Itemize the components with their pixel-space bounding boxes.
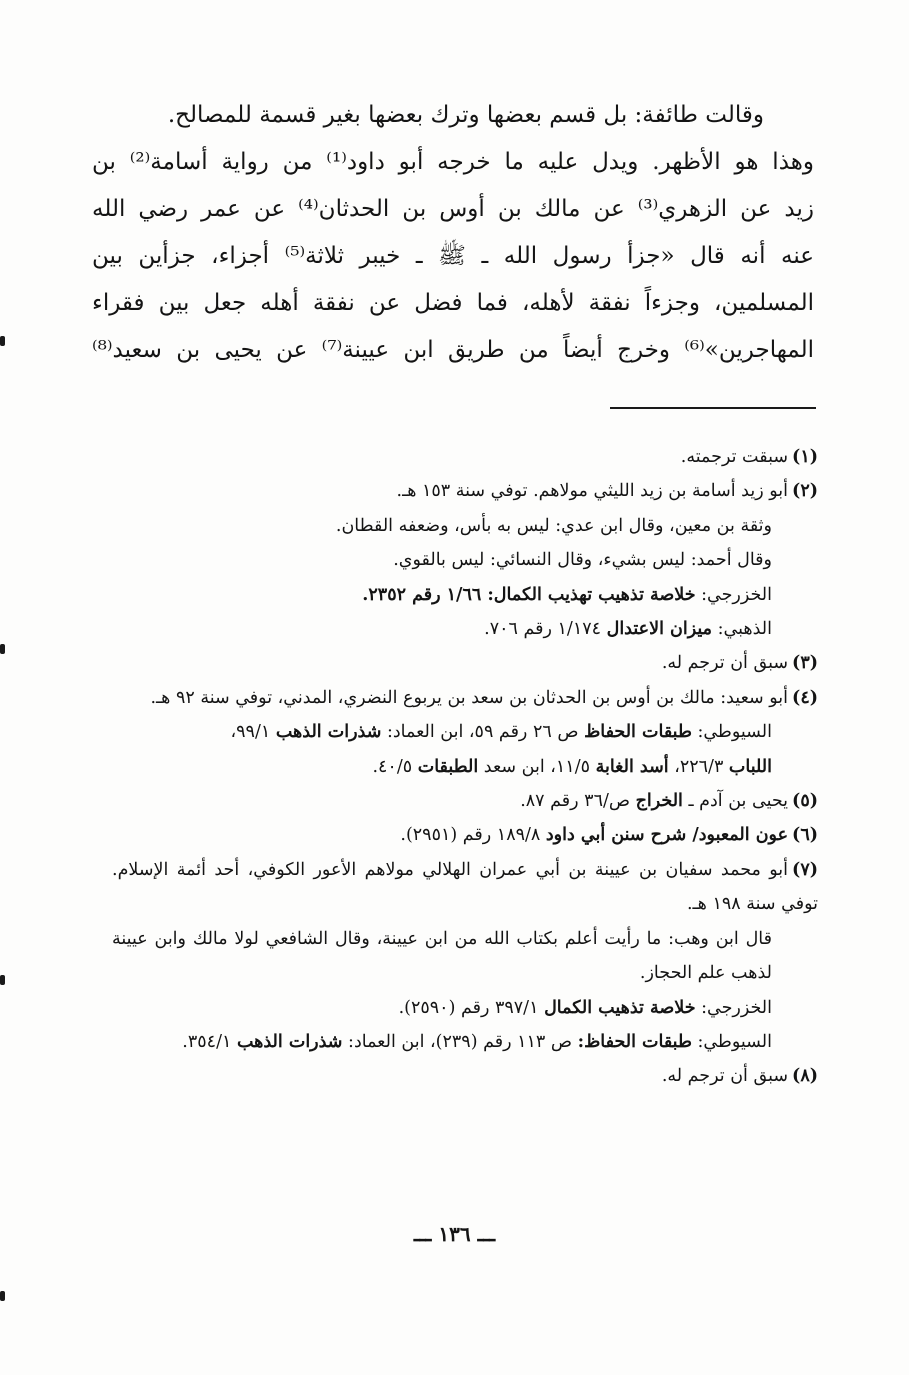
footnote-2-line (112, 578, 818, 612)
source-ref: ص ٢٦ رقم ٥٩، ابن العماد: (381, 722, 585, 743)
footnote-text: سبق أن ترجم له. (661, 653, 789, 674)
source-author: يحيى بن آدم ـ (682, 791, 789, 812)
footnote-number: (٤) (792, 687, 818, 708)
binding-mark (0, 644, 5, 654)
main-text-line: المهاجرين»⁽⁶⁾ وخرج أيضاً من طريق ابن عيينة⁽⁷⁾ عن يحيى بن سعيد⁽⁸⁾ (92, 337, 814, 363)
footnote-text: أبو محمد سفيان بن عيينة بن أبي عمران الهلالي مولاهم الأعور الكوفي، أحد أئمة الإسلام. توفي سنة ١٩٨ هـ. (112, 859, 818, 915)
footnote-number: (١) (792, 447, 818, 467)
main-text-line: عنه أنه قال «جزأ رسول الله ـ ﷺ ـ خيبر ثلاثة⁽⁵⁾ أجزاء، جزأين بين (92, 243, 814, 269)
footnote-7-line (112, 991, 818, 1025)
main-text-line: وهذا هو الأظهر. ويدل عليه ما خرجه أبو داود⁽¹⁾ من رواية أسامة⁽²⁾ بن (92, 149, 815, 175)
main-text-line: المسلمين، وجزءاً نفقة لأهله، فما فضل عن نفقة أهله جعل بين فقراء (92, 290, 814, 316)
source-author: الخزرجي: (695, 997, 772, 1018)
binding-mark (0, 336, 5, 346)
source-title: ميزان الاعتدال (606, 619, 713, 640)
footnote-text: أبو سعيد: مالك بن أوس بن الحدثان بن سعد بن يربوع النضري، المدني، توفي سنة ٩٢ هـ. (150, 687, 789, 708)
source-title: شذرات الذهب (275, 722, 382, 743)
source-author: السيوطي: (691, 1031, 772, 1052)
source-ref: ٣٩٧/١ رقم (٢٥٩٠). (398, 997, 545, 1018)
footnote-number: (٣) (792, 653, 818, 674)
footnote-number: (٧) (792, 859, 818, 880)
source-author: السيوطي: (691, 722, 772, 743)
source-ref: ١١/٥، ابن سعد (478, 756, 596, 777)
source-title: عون المعبود/ شرح سنن أبي داود (545, 825, 789, 846)
footnote-6 (112, 818, 818, 852)
source-ref: ٩٩/١، (230, 722, 276, 743)
footnote-text: سبق أن ترجم له. (661, 1066, 789, 1087)
footnote-2-line: وقال أحمد: ليس بشيء، وقال النسائي: ليس بالقوي. (393, 550, 772, 571)
source-ref: ٢٢٦/٣، (668, 756, 729, 777)
source-author: الذهبي: (712, 619, 772, 640)
main-text-line: وقالت طائفة: بل قسم بعضها وترك بعضها بغير قسمة للمصالح. (167, 102, 764, 128)
source-title: طبقات الحفاظ (584, 722, 692, 743)
source-title: اللباب (728, 756, 772, 777)
footnote-4-line (112, 715, 818, 749)
source-author: الخزرجي: (695, 584, 772, 605)
source-title: خلاصة تذهيب الكمال (544, 997, 696, 1018)
source-title: الطبقات (417, 756, 479, 777)
source-title: شذرات الذهب (236, 1031, 343, 1052)
footnote-text: سبقت ترجمته. (680, 447, 789, 467)
footnote-8 (112, 1059, 818, 1093)
footnote-2-line: وثقة بن معين، وقال ابن عدي: ليس به بأس، وضعفه القطان. (335, 515, 772, 536)
footnote-4-line (112, 750, 818, 784)
footnotes (112, 440, 818, 1094)
footnote-separator (610, 407, 816, 409)
source-ref: ١/١٧٤ رقم ٧٠٦. (484, 619, 607, 640)
footnote-number: (٦) (792, 825, 818, 846)
page-number: ـــ ١٣٦ ـــ (413, 1222, 496, 1246)
source-ref: ٤٠/٥. (372, 756, 418, 777)
main-text (92, 92, 814, 374)
footnote-number: (٨) (792, 1066, 818, 1087)
source-ref: ص/٣٦ رقم ٨٧. (520, 791, 636, 812)
source-title: طبقات الحفاظ: (577, 1031, 692, 1052)
footnote-2-line (112, 612, 818, 646)
footnote-5 (112, 784, 818, 818)
footnote-7-line (112, 1025, 818, 1059)
footnote-2 (112, 474, 818, 508)
footnote-text: أبو زيد أسامة بن زيد الليثي مولاهم. توفي سنة ١٥٣ هـ. (396, 481, 789, 502)
binding-mark (0, 975, 5, 985)
footnote-3 (112, 646, 818, 680)
footnote-1 (112, 440, 818, 474)
footnote-number: (٥) (792, 791, 818, 812)
footnote-4 (112, 681, 818, 715)
source-title: الخراج (635, 791, 683, 812)
footnote-7 (112, 853, 818, 922)
source-ref: ص ١١٣ رقم (٢٣٩)، ابن العماد: (342, 1031, 578, 1052)
source-title: خلاصة تذهيب تهذيب الكمال: ١/٦٦ رقم ٢٣٥٢. (362, 584, 696, 605)
source-ref: ١٨٩/٨ رقم (٢٩٥١). (400, 825, 546, 846)
binding-mark (0, 1291, 5, 1301)
source-ref: ٣٥٤/١. (182, 1031, 237, 1052)
footnote-7-line: قال ابن وهب: ما رأيت أعلم بكتاب الله من ابن عيينة، وقال الشافعي لولا مالك وابن عيينة لذهب علم الحجاز. (112, 928, 772, 984)
source-title: أسد الغابة (595, 756, 669, 777)
footnote-number: (٢) (792, 481, 818, 502)
main-text-line: زيد عن الزهري⁽³⁾ عن مالك بن أوس بن الحدثان⁽⁴⁾ عن عمر رضي الله (92, 196, 814, 222)
